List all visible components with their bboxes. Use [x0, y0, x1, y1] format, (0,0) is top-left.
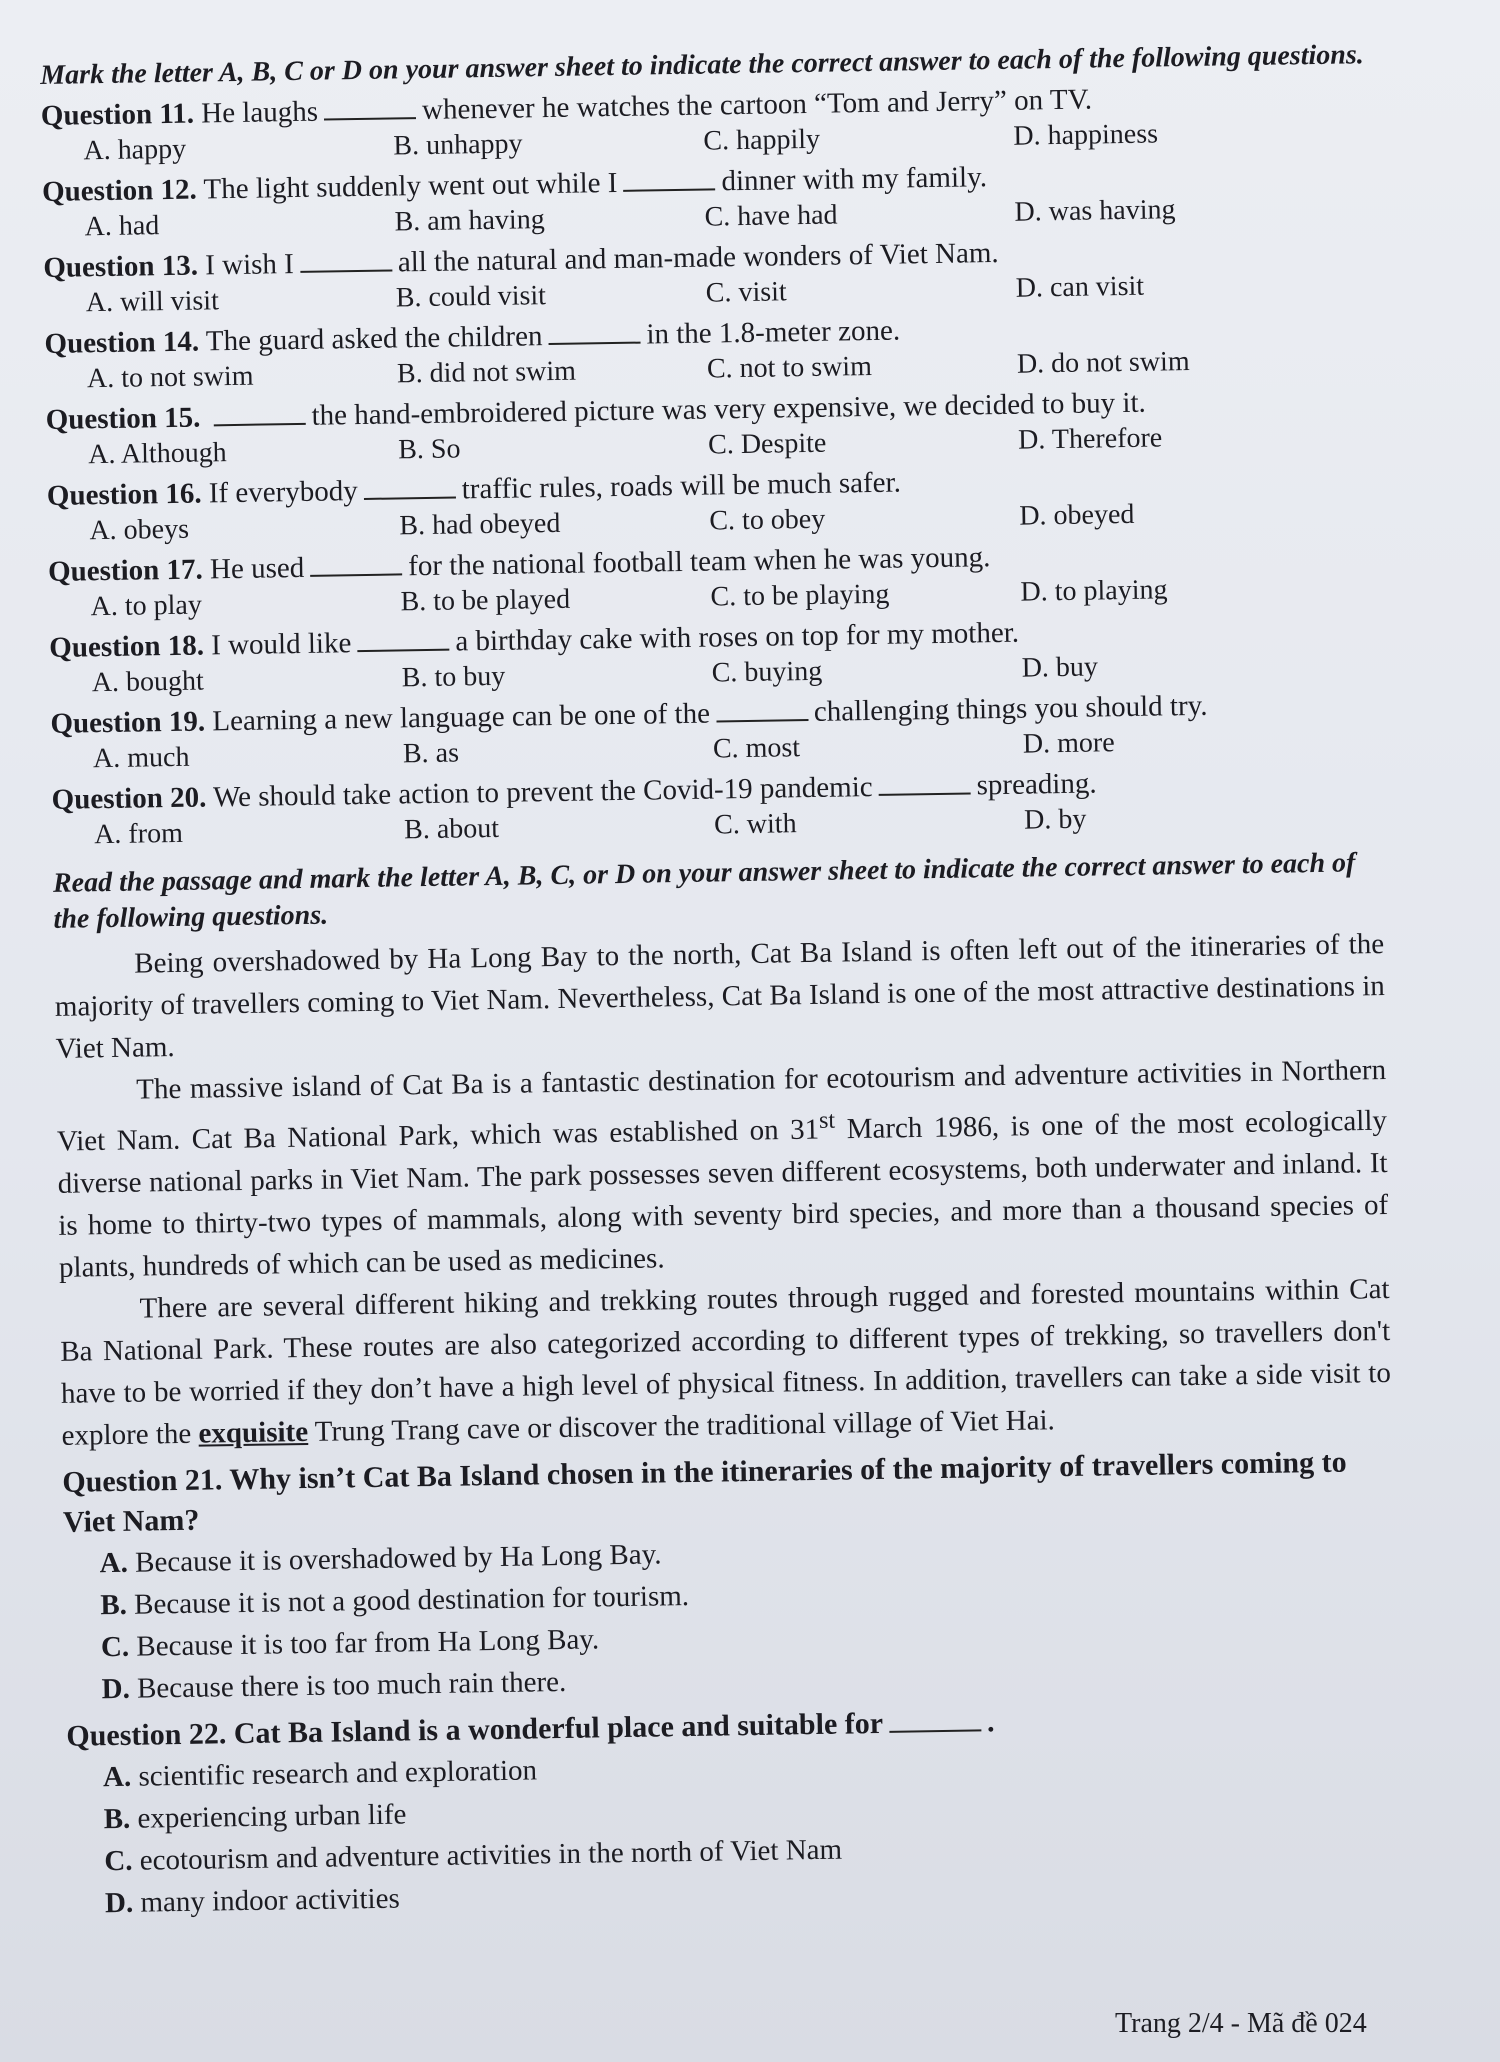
option-a: A. will visit — [85, 285, 220, 319]
question-14: Question 14. The guard asked the children in the 1.8-meter zone. A. to not swim B. did not swim C. not to swim D. do not swim — [44, 305, 1375, 398]
question-11: Question 11. He laughs whenever he watches the cartoon “Tom and Jerry” on TV. A. happy B. unhappy C. happily D. happiness — [41, 77, 1372, 170]
option-b: B. Because it is not a good destination for tourism. — [100, 1579, 690, 1621]
option-a: A. obeys — [89, 513, 190, 547]
option-d: D. happiness — [1013, 118, 1159, 152]
option-c: C. happily — [703, 123, 821, 157]
answer-blank — [324, 95, 416, 120]
option-b: B. unhappy — [393, 128, 523, 162]
question-17: Question 17. He used for the national football team when he was young. A. to play B. to be played C. to be playing D. to playing — [48, 533, 1379, 626]
option-a: A. from — [93, 817, 184, 851]
option-d: D. Therefore — [1017, 422, 1163, 456]
option-b: B. am having — [394, 204, 545, 238]
option-c: C. visit — [705, 276, 787, 309]
option-b: B. had obeyed — [399, 507, 561, 542]
exam-content — [40, 37, 1399, 1924]
option-d: D. was having — [1014, 194, 1176, 228]
answer-blank — [357, 627, 449, 652]
option-a: A. Although — [87, 437, 227, 471]
option-a: A. happy — [83, 133, 187, 167]
option-c: C. most — [712, 732, 801, 765]
option-c: C. to be playing — [710, 578, 890, 613]
question-16: Question 16. If everybody traffic rules, roads will be much safer. A. obeys B. had obeyed C. to obey D. obeyed — [47, 457, 1378, 550]
question-15: Question 15. the hand-embroidered picture was very expensive, we decided to buy it. A. Although B. So C. Despite D. Therefore — [45, 381, 1376, 474]
option-d: D. many indoor activities — [104, 1882, 400, 1919]
question-19: Question 19. Learning a new language can be one of the challenging things you should try. A. much B. as C. most D. more — [50, 685, 1381, 778]
passage-paragraph-2: The massive island of Cat Ba is a fantastic destination for ecotourism and adventure activities in Northern Viet Nam. Cat Ba National Park, which was established on 31st March 1986, is one of the most ecologically diverse national parks in Viet Nam. The park possesses seven different ecosystems, both underwater and inland. It is home to thirty-two types of mammals, along with seventy bird species, and more than a thousand species of plants, hundreds of which can be used as medicines. — [56, 1053, 1389, 1284]
question-12: Question 12. The light suddenly went out while I dinner with my family. A. had B. am having C. have had D. was having — [42, 153, 1373, 246]
reading-passage — [54, 923, 1392, 1456]
option-b: B. about — [403, 812, 500, 846]
passage-paragraph-1: Being overshadowed by Ha Long Bay to the north, Cat Ba Island is often left out of the itineraries of the majority of travellers coming to Viet Nam. Nevertheless, Cat Ba Island is one of the most attractive destinations in Viet Nam. — [54, 927, 1385, 1065]
answer-blank — [213, 401, 305, 426]
option-c: C. have had — [704, 199, 838, 233]
question-22: Question 22. Cat Ba Island is a wonderful place and suitable for . A. scientific research and exploration B. experiencing urban life C. ecotourism and adventure activities in the north of Viet Nam D. many indoor activities — [66, 1696, 1399, 1925]
option-c: C. ecotourism and adventure activities in the north of Viet Nam — [104, 1833, 843, 1877]
option-b: B. experiencing urban life — [103, 1798, 407, 1835]
option-a: A. to play — [90, 589, 203, 623]
question-18: Question 18. I would like a birthday cake with roses on top for my mother. A. bought B. to buy C. buying D. buy — [49, 609, 1380, 702]
answer-blank — [878, 770, 970, 795]
answer-blank — [364, 475, 456, 500]
option-d: D. do not swim — [1016, 345, 1190, 380]
answer-blank — [548, 320, 640, 345]
option-d: D. by — [1023, 803, 1087, 836]
option-d: D. buy — [1021, 651, 1099, 684]
option-c: C. with — [713, 808, 797, 841]
answer-blank — [300, 248, 392, 273]
answer-blank — [623, 166, 715, 191]
question-20: Question 20. We should take action to prevent the Covid-19 pandemic spreading. A. from B. about C. with D. by — [51, 761, 1382, 854]
option-a: A. scientific research and exploration — [102, 1754, 538, 1793]
option-b: B. So — [397, 433, 461, 466]
option-c: C. to obey — [709, 503, 826, 537]
answer-blank — [310, 551, 402, 576]
instructions-reading: Read the passage and mark the letter A, B, C, or D on your answer sheet to indicate the correct answer to each of the following questions. — [52, 847, 1356, 935]
option-a: A. to not swim — [86, 360, 254, 395]
option-a: A. bought — [91, 665, 205, 699]
option-b: B. to be played — [400, 583, 571, 618]
option-d: D. obeyed — [1019, 498, 1135, 532]
option-b: B. as — [402, 737, 460, 770]
option-c: C. Despite — [707, 427, 827, 461]
highlighted-word: exquisite — [198, 1415, 309, 1450]
option-c: C. not to swim — [706, 350, 873, 385]
option-d: D. can visit — [1015, 270, 1145, 304]
option-a: A. Because it is overshadowed by Ha Long Bay. — [99, 1538, 662, 1579]
answer-blank — [716, 697, 808, 722]
question-13: Question 13. I wish I all the natural and man-made wonders of Viet Nam. A. will visit B. could visit C. visit D. can visit — [43, 229, 1374, 322]
option-a: A. much — [92, 741, 190, 775]
answer-blank — [889, 1707, 981, 1732]
option-c: C. Because it is too far from Ha Long Bay. — [100, 1623, 600, 1663]
passage-paragraph-3: There are several different hiking and trekking routes through rugged and forested mountains within Cat Ba National Park. These routes are also categorized according to different types of trekking, so travellers don't have to be worried if they don’t have a high level of physical fitness. In addition, travellers can take a side visit to explore the exquisite Trung Trang cave or discover the traditional village of Viet Hai. — [60, 1272, 1392, 1452]
option-a: A. had — [84, 210, 160, 243]
option-b: B. did not swim — [396, 355, 577, 390]
option-d: D. more — [1022, 727, 1115, 760]
option-b: B. could visit — [395, 280, 547, 314]
page-footer: Trang 2/4 - Mã đề 024 — [1115, 2008, 1367, 2039]
instructions-grammar: Mark the letter A, B, C or D on your answer sheet to indicate the correct answer to each of the following questions. — [40, 39, 1364, 91]
option-c: C. buying — [711, 655, 823, 689]
option-d: D. Because there is too much rain there. — [101, 1665, 567, 1705]
option-b: B. to buy — [401, 660, 506, 694]
option-d: D. to playing — [1020, 574, 1168, 608]
question-21: Question 21. Why isn’t Cat Ba Island chosen in the itineraries of the majority of travellers coming to Viet Nam? A. Because it is overshadowed by Ha Long Bay. B. Because it is not a good destination for tourism. C. Because it is too far from Ha Long Bay. D. Because there is too much rain there. — [62, 1442, 1396, 1711]
